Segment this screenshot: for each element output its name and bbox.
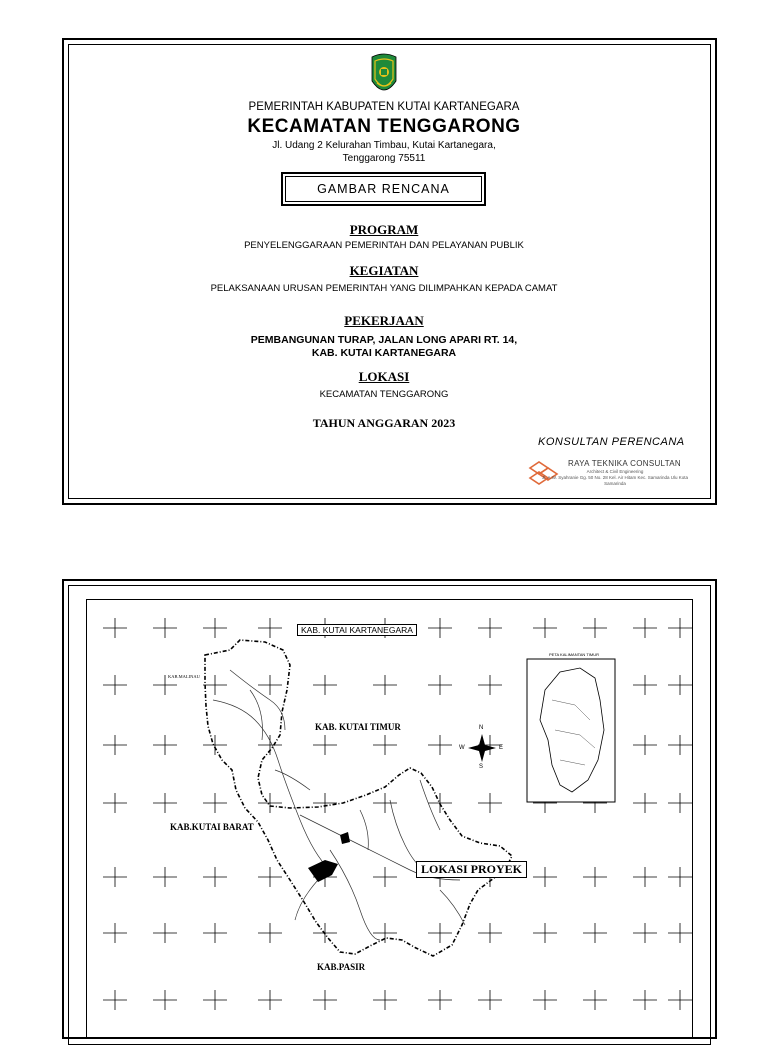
kukar-label-box: KAB. KUTAI KARTANEGARA: [297, 624, 417, 636]
konsultan-label: KONSULTAN PERENCANA: [538, 436, 685, 448]
doc-title: GAMBAR RENCANA: [285, 176, 482, 202]
compass-s: S: [479, 764, 484, 770]
pekerjaan-heading: PEKERJAAN: [344, 313, 424, 328]
pekerjaan-line-1: PEMBANGUNAN TURAP, JALAN LONG APARI RT. 14,: [250, 334, 518, 346]
kegiatan-heading: KEGIATAN: [349, 263, 419, 278]
kutim-label: KAB. KUTAI TIMUR: [315, 722, 401, 732]
district-title: KECAMATAN TENGGARONG: [247, 116, 521, 137]
pasir-label: KAB.PASIR: [317, 962, 366, 972]
compass-w: W: [459, 745, 465, 751]
rivers: [213, 670, 465, 940]
compass-n: N: [479, 725, 484, 731]
district-boundary: [205, 640, 512, 956]
program-text: PENYELENGGARAAN PEMERINTAH DAN PELAYANAN PUBLIK: [244, 240, 524, 251]
consultant-address: Jl. A.W. Syahranie Gg. 50 No. 28 Kel. Air Hitam Kec. Samarinda Ulu Kota Samarinda: [541, 475, 689, 486]
fiscal-year: TAHUN ANGGARAN 2023: [312, 416, 456, 430]
address-line-1: Jl. Udang 2 Kelurahan Timbau, Kutai Kartanegara,: [272, 140, 496, 151]
compass-rose-icon: [468, 734, 496, 762]
consultant-tagline: Architect & Civil Engineering: [586, 469, 644, 474]
program-heading: PROGRAM: [349, 222, 419, 237]
inset-map-title: PETA KALIMANTAN TIMUR: [549, 652, 600, 657]
gov-line: PEMERINTAH KABUPATEN KUTAI KARTANEGARA: [248, 101, 520, 113]
kubar-label: KAB.KUTAI BARAT: [170, 822, 254, 832]
malinau-label: KAB.MALINAU: [168, 674, 200, 679]
lokasi-text: KECAMATAN TENGGARONG: [319, 389, 449, 400]
pekerjaan-line-2: KAB. KUTAI KARTANEGARA: [311, 347, 457, 359]
address-line-2: Tenggarong 75511: [342, 153, 426, 164]
lokasi-proyek-label: LOKASI PROYEK: [416, 861, 527, 878]
compass-e: E: [499, 745, 504, 751]
inset-map: [527, 659, 615, 802]
kegiatan-text: PELAKSANAAN URUSAN PEMERINTAH YANG DILIMPAHKAN KEPADA CAMAT: [210, 283, 558, 294]
consultant-name: RAYA TEKNIKA CONSULTAN: [568, 459, 681, 468]
lokasi-heading: LOKASI: [358, 369, 410, 384]
lakes: [308, 832, 350, 882]
